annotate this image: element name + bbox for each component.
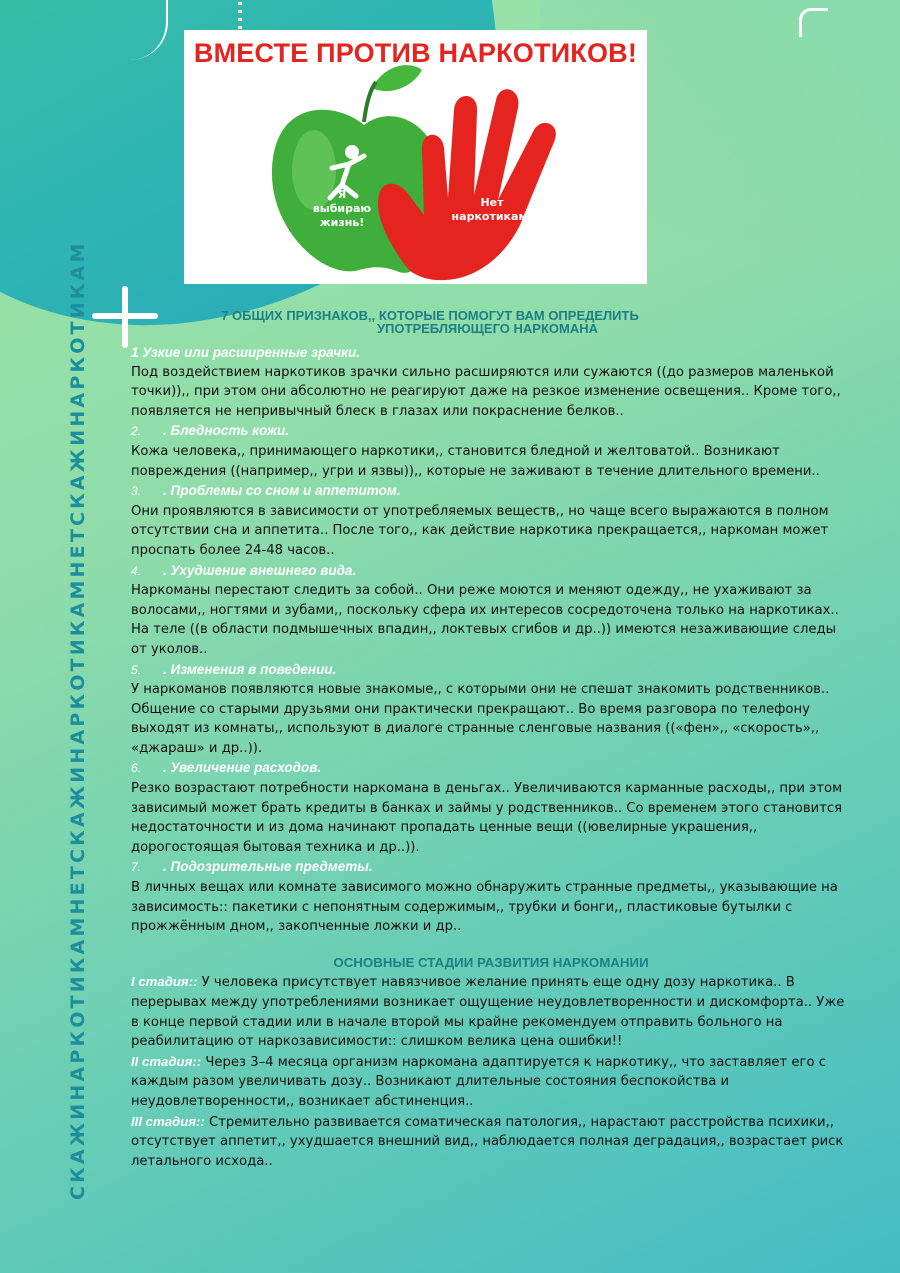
page-title-line1: 7 ОБЩИХ ПРИЗНАКОВ,, КОТОРЫЕ ПОМОГУТ ВАМ ОПРЕДЕЛИТЬ — [221, 308, 639, 323]
stage-text: Стремительно развивается соматическая патология,, нарастают расстройства психики,, отсутствует аппетит,, ухудшается внешний вид,, наблюдается полная деградация,, возрастает риск летального исхода.. — [131, 1114, 844, 1169]
sign-item — [131, 343, 851, 421]
sign-number: 7. — [131, 860, 142, 875]
sign-number: 3. — [131, 484, 142, 499]
page-title-line2: УПОТРЕБЛЯЮЩЕГО НАРКОМАНА — [376, 321, 599, 336]
sign-text: В личных вещах или комнате зависимого можно обнаружить странные предметы,, указывающие на зависимость:: пакетики с непонятным содержимым,, трубки и бонги,, пластиковые бутылки с прожжённым дном,, закопченные ложки и др.. — [131, 880, 838, 935]
sign-number: 6. — [131, 761, 142, 776]
sign-item — [131, 421, 851, 481]
sign-heading: . Бледность кожи. — [163, 423, 289, 439]
stage-item — [131, 972, 851, 1051]
sign-number: 4. — [131, 563, 142, 578]
sign-heading: . Увеличение расходов. — [163, 760, 322, 776]
decorative-dots — [238, 2, 242, 32]
sign-text: У наркоманов появляются новые знакомые,, с которыми они не спешат знакомить родственников.. Общение со старыми друзьями они практически прекращают.. Во время разговора по телефону выходят из комнаты,, используют в диалоге странные сленговые названия ((«фен»,, «скорость»,, «джараш» и др..)). — [131, 682, 830, 756]
stage-item — [131, 1052, 851, 1112]
stage-label: III стадия:: — [131, 1113, 205, 1129]
sign-text: Наркоманы перестают следить за собой.. Они реже моются и меняют одежду,, не ухаживают за волосами,, ногтями и зубами,, поскольку сфера их интересов сосредоточена только на наркотиках.. На теле ((в области подмышечных впадин,, локтевых сгибов и др..)) имеются незаживающие следы от уколов.. — [131, 583, 839, 657]
anti-drug-poster — [184, 30, 647, 284]
sign-heading: . Подозрительные предметы. — [163, 859, 373, 875]
sign-item — [131, 481, 851, 560]
stage-text: У человека присутствует навязчивое желание принять еще одну дозу наркотика.. В перерывах между употреблениями возникает ощущение неудовлетворенности и дискомфорта.. Уже в конце первой стадии или в начале второй мы крайне рекомендуем отправить больного на реабилитацию от наркозависимости:: слишком велика цена ошибки!! — [131, 975, 845, 1050]
stage-label: II стадия:: — [131, 1053, 202, 1069]
sign-text: Они проявляются в зависимости от употребляемых веществ,, но чаще всего выражаются в полном отсутствии сна и аппетита.. После того,, как действие наркотика прекращается,, наркоман может проспать более 24-48 часов.. — [131, 503, 829, 558]
sign-number: 2. — [131, 424, 142, 439]
page-title — [130, 309, 730, 335]
sign-text: Кожа человека,, принимающего наркотики,, становится бледной и желтоватой.. Возникают повреждения ((например,, угри и язвы)),, которые не заживают в течение длительного времени.. — [131, 443, 820, 479]
sign-item — [131, 660, 851, 759]
poster-title: ВМЕСТЕ ПРОТИВ НАРКОТИКОВ! — [193, 38, 638, 68]
sign-item — [131, 857, 851, 936]
stage-label: I стадия:: — [131, 974, 198, 990]
sign-item — [131, 561, 851, 660]
sign-heading: 1 Узкие или расширенные зрачки. — [131, 345, 360, 360]
stages-title: ОСНОВНЫЕ СТАДИИ РАЗВИТИЯ НАРКОМАНИИ — [333, 954, 649, 970]
stage-text: Через 3–4 месяца организм наркомана адаптируется к наркотику,, что заставляет его с каждым разом увеличивать дозу.. Возникают длительные состояния беспокойства и неудовлетворенности,, возникает абстиненция.. — [131, 1054, 826, 1109]
sign-item — [131, 758, 851, 857]
sign-heading: . Ухудшение внешнего вида. — [163, 562, 357, 578]
decorative-corner — [799, 8, 828, 37]
apple-label: Я выбираю жизнь! — [312, 188, 372, 229]
side-vertical-text: СКАЖИНАРКОТИКАМНЕТСКАЖИНАРКОТИКАМНЕТСКАЖИНАРКОТИКАМ — [67, 240, 89, 1200]
hand-label: Нет наркотикам! — [451, 196, 533, 223]
stage-item — [131, 1112, 851, 1172]
sign-number: 5. — [131, 662, 142, 677]
sign-text: Резко возрастают потребности наркомана в деньгах.. Увеличиваются карманные расходы,, при этом зависимый может брать кредиты в банках и займы у родственников.. Со временем этого становится недостаточности и из дома начинают пропадать ценные вещи ((ювелирные украшения,, дорогостоящая бытовая техника и др..)). — [131, 781, 843, 855]
sign-heading: . Изменения в поведении. — [163, 661, 337, 677]
article-body — [131, 343, 851, 1171]
sign-heading: . Проблемы со сном и аппетитом. — [163, 483, 401, 499]
sign-text: Под воздействием наркотиков зрачки сильно расширяются или сужаются ((до размеров маленькой точки)),, при этом они абсолютно не реагируют даже на резкое изменение освещения.. Кроме того,, появляется не непривычный блеск в глазах или покраснение белков.. — [131, 364, 841, 419]
